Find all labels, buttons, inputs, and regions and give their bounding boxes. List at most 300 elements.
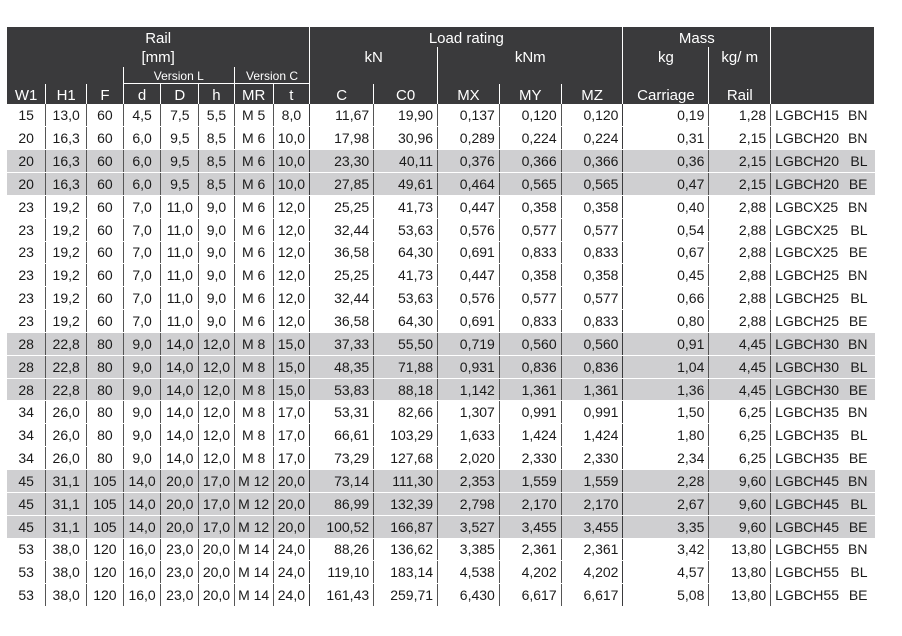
- variant-code-text: BE: [848, 244, 868, 261]
- cell-mx: 0,576: [438, 287, 500, 310]
- part-code-text: LGBCH45: [775, 472, 839, 489]
- version-c-header: Version C: [234, 67, 310, 84]
- col-c-header: C: [310, 84, 374, 105]
- cell-w1: 34: [7, 424, 46, 447]
- cell-d: 14,0: [123, 492, 161, 515]
- table-header: [7, 27, 875, 104]
- cell-h: 5,5: [199, 104, 235, 127]
- cell-D: 11,0: [161, 287, 199, 310]
- part-code-text: LGBCH15: [775, 107, 839, 124]
- cell-rail-mass: 2,15: [709, 127, 771, 150]
- kg-m-header: kg/ m: [709, 47, 771, 67]
- variant-code-text: BN: [848, 472, 868, 489]
- cell-mr: M 8: [234, 401, 273, 424]
- col-carriage-header: Carriage: [623, 84, 709, 105]
- cell-h: 12,0: [199, 332, 235, 355]
- cell-mx: 0,576: [438, 218, 500, 241]
- cell-part-code: [771, 584, 875, 607]
- cell-t: 20,0: [273, 492, 310, 515]
- cell-part-code: [771, 195, 875, 218]
- table-row: [7, 561, 875, 584]
- table-row: [7, 401, 875, 424]
- cell-mx: 3,527: [438, 515, 500, 538]
- cell-my: 6,617: [499, 584, 561, 607]
- cell-carriage-mass: 0,19: [623, 104, 709, 127]
- cell-D: 11,0: [161, 195, 199, 218]
- cell-f: 60: [87, 310, 124, 333]
- cell-mr: M 8: [234, 447, 273, 470]
- cell-t: 12,0: [273, 310, 310, 333]
- part-code-text: LGBCH20: [775, 175, 839, 192]
- cell-mr: M 5: [234, 104, 273, 127]
- cell-c0: 64,30: [374, 310, 438, 333]
- part-code-text: LGBCH25: [775, 267, 839, 284]
- cell-carriage-mass: 0,40: [623, 195, 709, 218]
- cell-my: 4,202: [499, 561, 561, 584]
- cell-part-code: [771, 378, 875, 401]
- cell-d: 7,0: [123, 264, 161, 287]
- part-code-text: LGBCH30: [775, 381, 839, 398]
- cell-t: 20,0: [273, 515, 310, 538]
- cell-h1: 16,3: [46, 150, 87, 173]
- cell-part-code: [771, 401, 875, 424]
- cell-D: 11,0: [161, 218, 199, 241]
- cell-part-code: [771, 264, 875, 287]
- cell-d: 14,0: [123, 470, 161, 493]
- cell-t: 15,0: [273, 332, 310, 355]
- cell-h1: 38,0: [46, 584, 87, 607]
- cell-c: 27,85: [310, 173, 374, 196]
- cell-mx: 1,307: [438, 401, 500, 424]
- cell-rail-mass: 9,60: [709, 515, 771, 538]
- variant-code-text: BE: [848, 587, 868, 604]
- col-mz-header: MZ: [561, 84, 623, 105]
- cell-d: 9,0: [123, 424, 161, 447]
- load-rating-header: Load rating: [310, 27, 623, 47]
- cell-carriage-mass: 0,47: [623, 173, 709, 196]
- cell-rail-mass: 2,88: [709, 310, 771, 333]
- cell-d: 16,0: [123, 584, 161, 607]
- table-row: [7, 447, 875, 470]
- cell-w1: 23: [7, 264, 46, 287]
- cell-h: 17,0: [199, 515, 235, 538]
- cell-c: 36,58: [310, 310, 374, 333]
- cell-h1: 19,2: [46, 264, 87, 287]
- cell-mr: M 12: [234, 492, 273, 515]
- cell-mx: 0,464: [438, 173, 500, 196]
- cell-d: 9,0: [123, 401, 161, 424]
- cell-f: 80: [87, 424, 124, 447]
- cell-h1: 19,2: [46, 218, 87, 241]
- cell-t: 24,0: [273, 561, 310, 584]
- cell-t: 17,0: [273, 447, 310, 470]
- cell-part-code: [771, 287, 875, 310]
- cell-t: 8,0: [273, 104, 310, 127]
- cell-t: 10,0: [273, 127, 310, 150]
- cell-part-code: [771, 355, 875, 378]
- cell-f: 105: [87, 515, 124, 538]
- col-d-header: d: [123, 84, 161, 105]
- part-code-text: LGBCH30: [775, 358, 839, 375]
- cell-carriage-mass: 0,67: [623, 241, 709, 264]
- cell-mz: 0,991: [561, 401, 623, 424]
- cell-c0: 88,18: [374, 378, 438, 401]
- kg-header: kg: [623, 47, 709, 67]
- cell-part-code: [771, 424, 875, 447]
- cell-h: 9,0: [199, 218, 235, 241]
- cell-f: 60: [87, 150, 124, 173]
- cell-c0: 127,68: [374, 447, 438, 470]
- mass-header: Mass: [623, 27, 771, 47]
- cell-mx: 2,798: [438, 492, 500, 515]
- cell-mr: M 8: [234, 332, 273, 355]
- cell-c: 161,43: [310, 584, 374, 607]
- cell-my: 0,991: [499, 401, 561, 424]
- cell-h1: 38,0: [46, 561, 87, 584]
- cell-f: 60: [87, 287, 124, 310]
- cell-w1: 23: [7, 195, 46, 218]
- cell-carriage-mass: 2,67: [623, 492, 709, 515]
- cell-rail-mass: 6,25: [709, 401, 771, 424]
- part-code-text: LGBCH55: [775, 541, 839, 558]
- kg-spacer-header: [623, 67, 709, 84]
- cell-f: 80: [87, 332, 124, 355]
- cell-c0: 71,88: [374, 355, 438, 378]
- cell-d: 16,0: [123, 561, 161, 584]
- cell-h1: 26,0: [46, 447, 87, 470]
- cell-c: 25,25: [310, 264, 374, 287]
- cell-c: 37,33: [310, 332, 374, 355]
- cell-D: 14,0: [161, 332, 199, 355]
- cell-mz: 0,366: [561, 150, 623, 173]
- cell-f: 60: [87, 218, 124, 241]
- cell-rail-mass: 2,88: [709, 264, 771, 287]
- cell-mr: M 12: [234, 470, 273, 493]
- cell-w1: 23: [7, 241, 46, 264]
- cell-my: 2,361: [499, 538, 561, 561]
- cell-carriage-mass: 1,36: [623, 378, 709, 401]
- table-row: [7, 241, 875, 264]
- cell-carriage-mass: 0,45: [623, 264, 709, 287]
- table-row: [7, 287, 875, 310]
- cell-my: 1,361: [499, 378, 561, 401]
- cell-my: 2,170: [499, 492, 561, 515]
- cell-mr: M 8: [234, 378, 273, 401]
- cell-t: 12,0: [273, 218, 310, 241]
- cell-carriage-mass: 0,66: [623, 287, 709, 310]
- cell-f: 60: [87, 104, 124, 127]
- cell-mz: 0,565: [561, 173, 623, 196]
- cell-w1: 20: [7, 150, 46, 173]
- cell-h1: 26,0: [46, 401, 87, 424]
- cell-rail-mass: 9,60: [709, 470, 771, 493]
- cell-c0: 103,29: [374, 424, 438, 447]
- cell-my: 0,224: [499, 127, 561, 150]
- cell-h1: 19,2: [46, 241, 87, 264]
- variant-code-text: BL: [850, 495, 868, 512]
- kn-header: kN: [310, 47, 438, 67]
- col-w1-header: W1: [7, 84, 46, 105]
- cell-mr: M 6: [234, 218, 273, 241]
- cell-mr: M 14: [234, 584, 273, 607]
- cell-d: 7,0: [123, 218, 161, 241]
- part-code-text: LGBCH45: [775, 495, 839, 512]
- cell-c: 32,44: [310, 218, 374, 241]
- table-body: [7, 104, 875, 607]
- cell-t: 15,0: [273, 378, 310, 401]
- cell-mx: 6,430: [438, 584, 500, 607]
- table-row: [7, 264, 875, 287]
- cell-d: 6,0: [123, 127, 161, 150]
- knm-spacer-header: [438, 67, 623, 84]
- cell-part-code: [771, 150, 875, 173]
- cell-mr: M 14: [234, 538, 273, 561]
- cell-w1: 28: [7, 332, 46, 355]
- cell-part-code: [771, 310, 875, 333]
- cell-h: 17,0: [199, 492, 235, 515]
- cell-D: 14,0: [161, 447, 199, 470]
- cell-w1: 45: [7, 515, 46, 538]
- cell-part-code: [771, 332, 875, 355]
- cell-c: 53,83: [310, 378, 374, 401]
- cell-carriage-mass: 3,35: [623, 515, 709, 538]
- variant-code-text: BN: [848, 107, 868, 124]
- cell-rail-mass: 6,25: [709, 447, 771, 470]
- cell-d: 7,0: [123, 195, 161, 218]
- cell-carriage-mass: 5,08: [623, 584, 709, 607]
- cell-D: 9,5: [161, 173, 199, 196]
- cell-d: 7,0: [123, 241, 161, 264]
- cell-h: 12,0: [199, 378, 235, 401]
- cell-rail-mass: 2,88: [709, 287, 771, 310]
- cell-mz: 0,833: [561, 241, 623, 264]
- variant-code-text: BL: [850, 427, 868, 444]
- cell-h1: 31,1: [46, 470, 87, 493]
- cell-d: 9,0: [123, 378, 161, 401]
- col-my-header: MY: [499, 84, 561, 105]
- cell-carriage-mass: 2,34: [623, 447, 709, 470]
- cell-mx: 0,447: [438, 264, 500, 287]
- part-code-text: LGBCX25: [775, 244, 839, 261]
- cell-carriage-mass: 0,31: [623, 127, 709, 150]
- cell-mr: M 8: [234, 355, 273, 378]
- part-code-text: LGBCH25: [775, 290, 839, 307]
- cell-mx: 0,289: [438, 127, 500, 150]
- cell-mz: 0,560: [561, 332, 623, 355]
- cell-my: 0,577: [499, 218, 561, 241]
- cell-mz: 0,577: [561, 218, 623, 241]
- cell-f: 105: [87, 470, 124, 493]
- cell-rail-mass: 2,88: [709, 241, 771, 264]
- kg-m-spacer-header: [709, 67, 771, 84]
- cell-f: 60: [87, 264, 124, 287]
- cell-D: 23,0: [161, 561, 199, 584]
- part-code-text: LGBCH30: [775, 335, 839, 352]
- cell-h1: 38,0: [46, 538, 87, 561]
- cell-mr: M 12: [234, 515, 273, 538]
- cell-carriage-mass: 4,57: [623, 561, 709, 584]
- cell-mx: 0,691: [438, 310, 500, 333]
- cell-c0: 82,66: [374, 401, 438, 424]
- part-code-text: LGBCH45: [775, 518, 839, 535]
- variant-code-text: BL: [850, 221, 868, 238]
- cell-d: 14,0: [123, 515, 161, 538]
- cell-f: 80: [87, 447, 124, 470]
- cell-c: 88,26: [310, 538, 374, 561]
- cell-rail-mass: 13,80: [709, 561, 771, 584]
- cell-mr: M 6: [234, 150, 273, 173]
- cell-rail-mass: 2,88: [709, 218, 771, 241]
- cell-mz: 1,424: [561, 424, 623, 447]
- code-header: [771, 27, 875, 104]
- cell-my: 0,577: [499, 287, 561, 310]
- cell-f: 120: [87, 561, 124, 584]
- cell-c0: 40,11: [374, 150, 438, 173]
- cell-h1: 13,0: [46, 104, 87, 127]
- cell-h1: 22,8: [46, 378, 87, 401]
- variant-code-text: BL: [850, 358, 868, 375]
- table-row: [7, 310, 875, 333]
- table-row: [7, 195, 875, 218]
- cell-rail-mass: 4,45: [709, 355, 771, 378]
- cell-d: 7,0: [123, 287, 161, 310]
- col-h1-header: H1: [46, 84, 87, 105]
- cell-mz: 1,361: [561, 378, 623, 401]
- cell-f: 120: [87, 538, 124, 561]
- cell-carriage-mass: 0,36: [623, 150, 709, 173]
- linear-guide-spec-table: [7, 27, 875, 607]
- table-row: [7, 355, 875, 378]
- cell-my: 0,836: [499, 355, 561, 378]
- cell-h1: 16,3: [46, 173, 87, 196]
- part-code-text: LGBCH55: [775, 564, 839, 581]
- col-h-header: h: [199, 84, 235, 105]
- cell-h1: 31,1: [46, 492, 87, 515]
- cell-h1: 19,2: [46, 287, 87, 310]
- cell-f: 60: [87, 195, 124, 218]
- cell-mx: 2,353: [438, 470, 500, 493]
- cell-mx: 1,142: [438, 378, 500, 401]
- cell-c: 73,29: [310, 447, 374, 470]
- cell-d: 9,0: [123, 332, 161, 355]
- cell-mz: 0,224: [561, 127, 623, 150]
- col-f-header: F: [87, 84, 124, 105]
- cell-h1: 26,0: [46, 424, 87, 447]
- part-code-text: LGBCH25: [775, 313, 839, 330]
- variant-code-text: BL: [850, 564, 868, 581]
- cell-mz: 2,330: [561, 447, 623, 470]
- table-row: [7, 104, 875, 127]
- cell-mz: 0,120: [561, 104, 623, 127]
- cell-f: 105: [87, 492, 124, 515]
- cell-c0: 55,50: [374, 332, 438, 355]
- cell-mz: 3,455: [561, 515, 623, 538]
- cell-part-code: [771, 538, 875, 561]
- variant-code-text: BE: [848, 381, 868, 398]
- cell-c: 25,25: [310, 195, 374, 218]
- cell-c: 66,61: [310, 424, 374, 447]
- cell-c0: 41,73: [374, 264, 438, 287]
- col-D-header: D: [161, 84, 199, 105]
- cell-f: 60: [87, 241, 124, 264]
- cell-t: 10,0: [273, 173, 310, 196]
- cell-rail-mass: 4,45: [709, 332, 771, 355]
- cell-D: 20,0: [161, 492, 199, 515]
- cell-t: 17,0: [273, 401, 310, 424]
- cell-f: 120: [87, 584, 124, 607]
- cell-carriage-mass: 0,54: [623, 218, 709, 241]
- cell-mz: 1,559: [561, 470, 623, 493]
- cell-part-code: [771, 470, 875, 493]
- cell-D: 9,5: [161, 150, 199, 173]
- cell-w1: 23: [7, 310, 46, 333]
- cell-f: 80: [87, 378, 124, 401]
- cell-c0: 259,71: [374, 584, 438, 607]
- cell-c0: 183,14: [374, 561, 438, 584]
- cell-c0: 41,73: [374, 195, 438, 218]
- col-rail-mass-header: Rail: [709, 84, 771, 105]
- cell-c0: 19,90: [374, 104, 438, 127]
- cell-carriage-mass: 0,91: [623, 332, 709, 355]
- cell-D: 14,0: [161, 424, 199, 447]
- cell-h: 20,0: [199, 584, 235, 607]
- cell-part-code: [771, 127, 875, 150]
- cell-D: 11,0: [161, 264, 199, 287]
- cell-t: 24,0: [273, 538, 310, 561]
- cell-c0: 132,39: [374, 492, 438, 515]
- variant-code-text: BN: [848, 198, 868, 215]
- rail-unit-header: [mm]: [7, 47, 310, 67]
- variant-code-text: BN: [848, 130, 868, 147]
- cell-part-code: [771, 241, 875, 264]
- column-headers: [7, 84, 875, 105]
- cell-c: 119,10: [310, 561, 374, 584]
- cell-w1: 28: [7, 378, 46, 401]
- cell-rail-mass: 1,28: [709, 104, 771, 127]
- variant-code-text: BE: [848, 313, 868, 330]
- cell-h1: 16,3: [46, 127, 87, 150]
- cell-w1: 20: [7, 173, 46, 196]
- cell-D: 14,0: [161, 378, 199, 401]
- cell-mr: M 6: [234, 127, 273, 150]
- table-row: [7, 332, 875, 355]
- cell-c0: 64,30: [374, 241, 438, 264]
- cell-h: 12,0: [199, 447, 235, 470]
- cell-c: 53,31: [310, 401, 374, 424]
- cell-c: 23,30: [310, 150, 374, 173]
- cell-t: 10,0: [273, 150, 310, 173]
- cell-c: 86,99: [310, 492, 374, 515]
- cell-my: 0,366: [499, 150, 561, 173]
- cell-carriage-mass: 1,80: [623, 424, 709, 447]
- table-row: [7, 218, 875, 241]
- part-code-text: LGBCX25: [775, 198, 839, 215]
- cell-mr: M 14: [234, 561, 273, 584]
- part-code-text: LGBCH55: [775, 587, 839, 604]
- table-row: [7, 515, 875, 538]
- cell-mr: M 6: [234, 173, 273, 196]
- cell-my: 0,565: [499, 173, 561, 196]
- variant-code-text: BE: [848, 175, 868, 192]
- cell-h: 9,0: [199, 241, 235, 264]
- cell-carriage-mass: 3,42: [623, 538, 709, 561]
- cell-h: 9,0: [199, 287, 235, 310]
- cell-mx: 3,385: [438, 538, 500, 561]
- cell-f: 60: [87, 127, 124, 150]
- cell-w1: 34: [7, 447, 46, 470]
- cell-D: 20,0: [161, 470, 199, 493]
- part-code-text: LGBCH20: [775, 130, 839, 147]
